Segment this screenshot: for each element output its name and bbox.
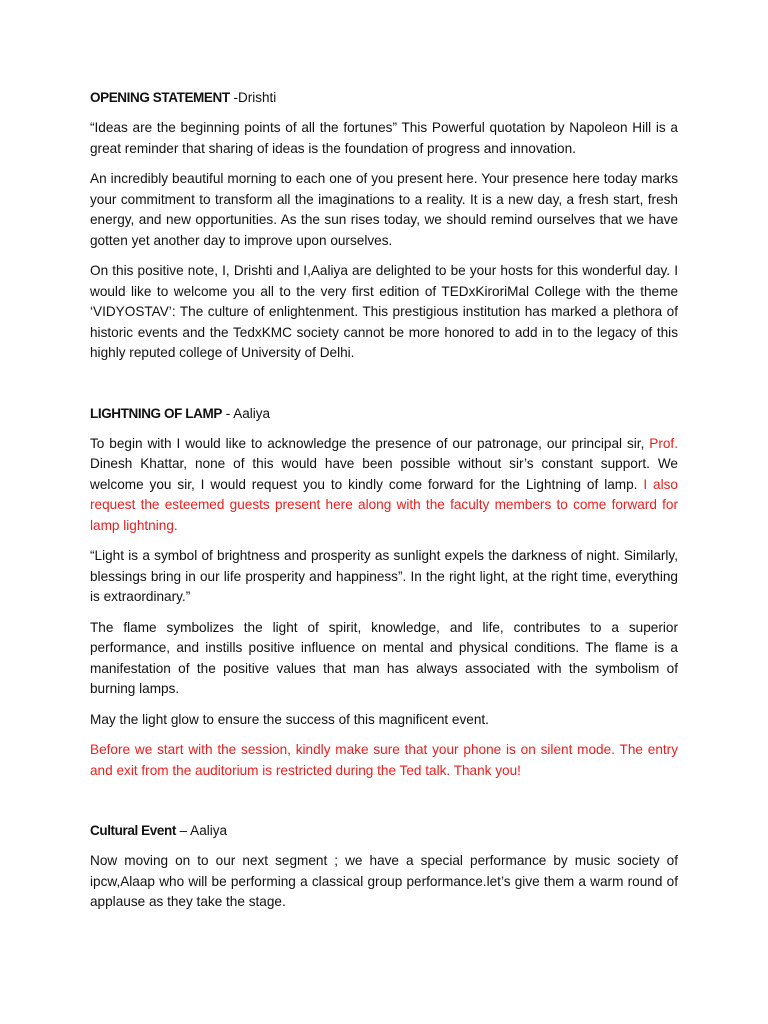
section-spacer xyxy=(90,791,678,821)
section-spacer xyxy=(90,374,678,404)
paragraph: “Ideas are the beginning points of all the fortunes” This Powerful quotation by Napoleon Hill is a great reminder that sharing of ideas is the foundation of progress and innovation. xyxy=(90,120,678,156)
highlighted-paragraph: Before we start with the session, kindly make sure that your phone is on silent mode. The entry and exit from the auditorium is restricted during the Ted talk. Thank you! xyxy=(90,742,678,778)
section-speaker: – Aaliya xyxy=(175,823,227,838)
highlighted-text: I also request the esteemed guests present here along with the faculty members to come forward for lamp lightning. xyxy=(90,476,678,533)
section-title: LIGHTNING OF LAMP xyxy=(90,405,222,421)
cultural-event-heading xyxy=(90,821,678,841)
paragraph: The flame symbolizes the light of spirit, knowledge, and life, contributes to a superior performance, and instills positive influence on mental and physical conditions. The flame is a manifestation of the positive values that man has always associated with the symbolism of burning lamps. xyxy=(90,619,678,696)
paragraph xyxy=(90,434,678,537)
paragraph: “Light is a symbol of brightness and prosperity as sunlight expels the darkness of night. Similarly, blessings bring in our life prosperity and happiness”. In the right light, at the right time, everything is extraordinary.” xyxy=(90,548,678,604)
paragraph: May the light glow to ensure the success of this magnificent event. xyxy=(90,711,489,727)
text-run: To begin with I would like to acknowledge the presence of our patronage, our principal sir, xyxy=(90,435,650,451)
paragraph: Now moving on to our next segment ; we have a special performance by music society of ipcw,Alaap who will be performing a classical group performance.let’s give them a warm round of applause as they take the stage. xyxy=(90,853,678,909)
paragraph: On this positive note, I, Drishti and I,Aaliya are delighted to be your hosts for this wonderful day. I would like to welcome you all to the very first edition of TEDxKiroriMal College with the theme ‘VIDYOSTAV’: The culture of enlightenment. This prestigious institution has marked a plethora of historic events and the TedxKMC society cannot be more honored to add in to the legacy of this highly reputed college of University of Delhi. xyxy=(90,263,678,360)
section-speaker: -Drishti xyxy=(229,90,277,105)
section-title: OPENING STATEMENT xyxy=(90,90,230,105)
text-run: Dinesh Khattar, none of this would have been possible without sir’s constant support. We welcome you sir, I would request you to kindly come forward for the Lightning of lamp. xyxy=(90,456,678,492)
highlighted-text: Prof. xyxy=(649,435,678,451)
lightning-of-lamp-heading xyxy=(90,404,678,424)
paragraph: An incredibly beautiful morning to each one of you present here. Your presence here today marks your commitment to transform all the imaginations to a reality. It is a new day, a fresh start, fresh energy, and new opportunities. As the sun rises today, we should remind ourselves that we have gotten yet another day to improve upon ourselves. xyxy=(90,171,678,248)
section-speaker: - Aaliya xyxy=(221,405,270,421)
section-title: Cultural Event xyxy=(90,823,176,838)
opening-statement-heading xyxy=(90,88,678,108)
document-page xyxy=(90,88,678,923)
